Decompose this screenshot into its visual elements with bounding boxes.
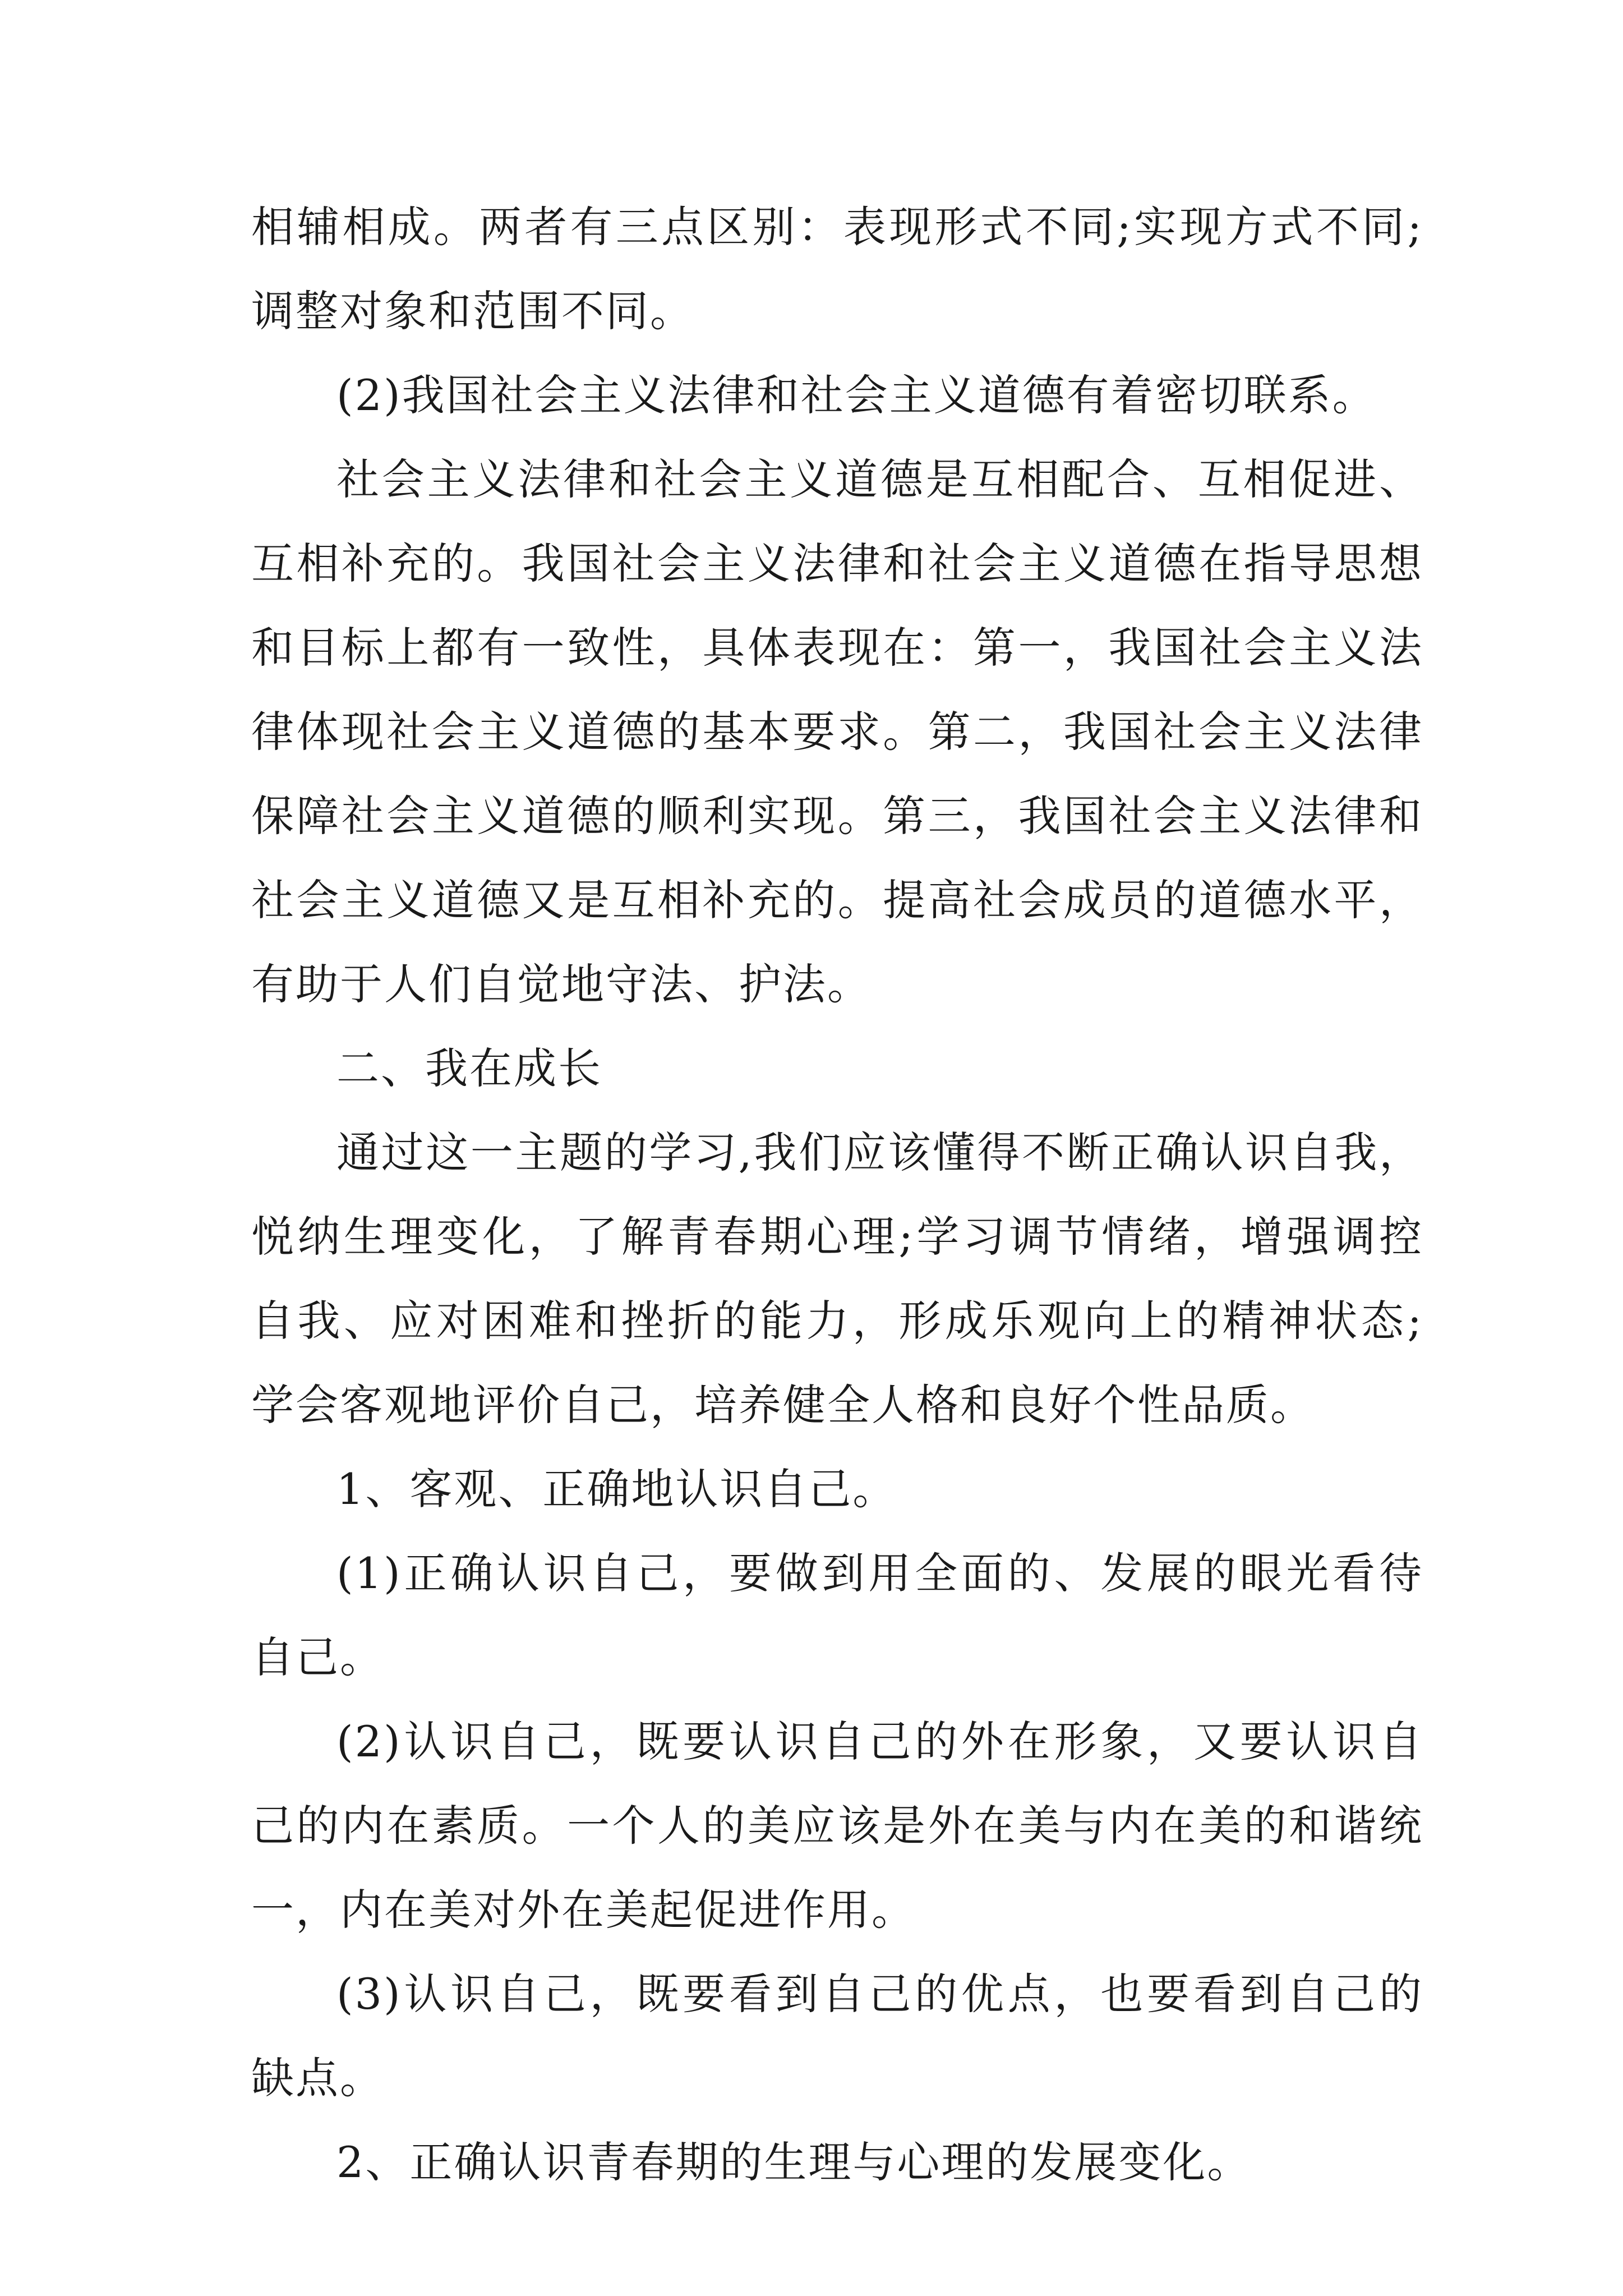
text-line: (1)正确认识自己，要做到用全面的、发展的眼光看待	[336, 1548, 1423, 1598]
text-line: 缺点。	[251, 2053, 384, 2103]
subsection-heading: 1、客观、正确地认识自己。	[336, 1464, 897, 1514]
text-line: (3)认识自己，既要看到自己的优点，也要看到自己的	[336, 1969, 1423, 2019]
text-line: 一，内在美对外在美起促进作用。	[251, 1885, 916, 1935]
text-line: 相辅相成。两者有三点区别：表现形式不同;实现方式不同;	[251, 202, 1423, 252]
text-line: 有助于人们自觉地守法、护法。	[251, 959, 872, 1009]
text-line: 己的内在素质。一个人的美应该是外在美与内在美的和谐统	[251, 1801, 1423, 1851]
text-line: 自我、应对困难和挫折的能力，形成乐观向上的精神状态;	[251, 1296, 1423, 1346]
text-line: 调整对象和范围不同。	[251, 286, 694, 336]
text-line: (2)认识自己，既要认识自己的外在形象，又要认识自	[336, 1717, 1423, 1766]
text-line: 自己。	[251, 1632, 384, 1682]
text-line: 学会客观地评价自己，培养健全人格和良好个性品质。	[251, 1380, 1315, 1430]
text-line: 律体现社会主义道德的基本要求。第二，我国社会主义法律	[251, 707, 1423, 757]
subsection-heading: 2、正确认识青春期的生理与心理的发展变化。	[336, 2137, 1252, 2187]
text-line: 通过这一主题的学习,我们应该懂得不断正确认识自我，	[336, 1128, 1423, 1177]
text-line: 互相补充的。我国社会主义法律和社会主义道德在指导思想	[251, 539, 1423, 588]
text-line: 社会主义道德又是互相补充的。提高社会成员的道德水平，	[251, 875, 1423, 925]
text-line: 悦纳生理变化，了解青春期心理;学习调节情绪，增强调控	[251, 1212, 1423, 1262]
text-line: (2)我国社会主义法律和社会主义道德有着密切联系。	[336, 370, 1377, 420]
text-line: 社会主义法律和社会主义道德是互相配合、互相促进、	[336, 454, 1423, 504]
text-line: 保障社会主义道德的顺利实现。第三，我国社会主义法律和	[251, 791, 1423, 841]
section-heading: 二、我在成长	[336, 1043, 602, 1093]
text-line: 和目标上都有一致性，具体表现在：第一，我国社会主义法	[251, 623, 1423, 673]
